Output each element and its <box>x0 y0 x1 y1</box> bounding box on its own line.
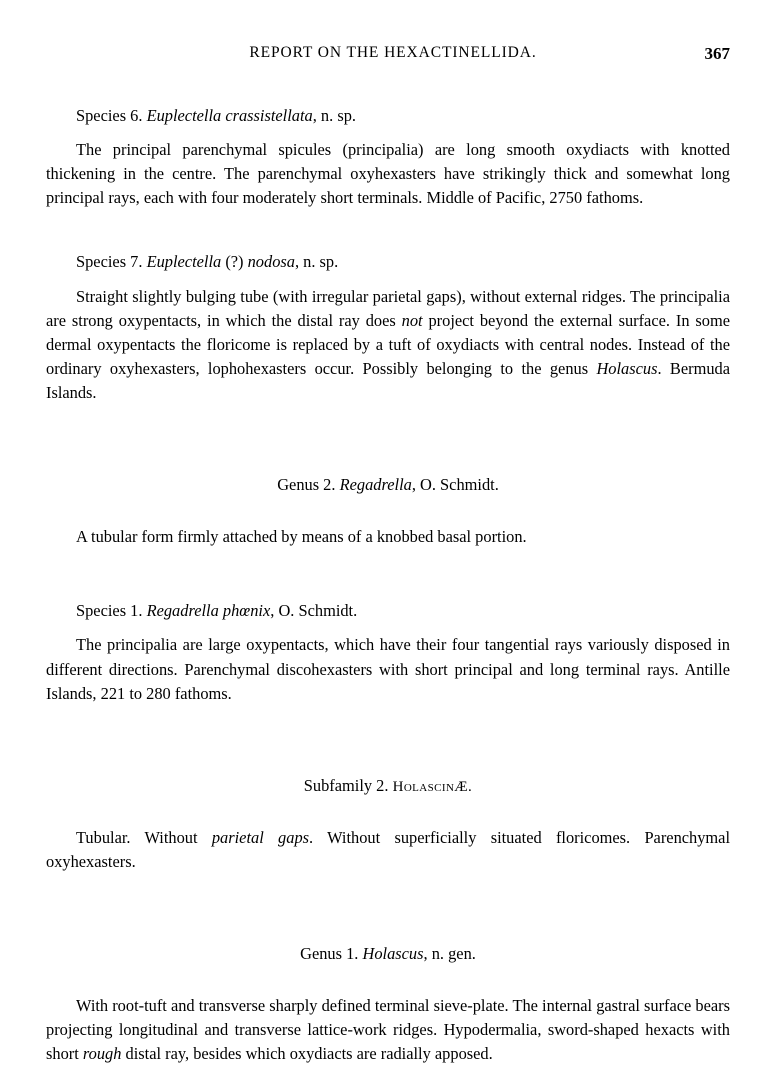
page-header <box>46 44 730 78</box>
species-1-label: Species 1. <box>76 601 143 621</box>
subfamily-2-emph-1: parietal gaps <box>211 827 310 847</box>
species-7-text-1: Straight slightly bulging tube (with irregular parietal gaps), without external ridges. The principalia are strong oxypentacts, in which the distal ray does <box>46 286 730 330</box>
genus-2-name: Regadrella <box>339 475 412 495</box>
genus-1-text-1: With root-tuft and transverse sharply defined terminal sieve-plate. The internal gastral surface bears projecting longitudinal and transverse lattice-work ridges. Hypodermalia, sword-shaped hexacts with short <box>46 996 730 1064</box>
subfamily-2-heading <box>46 774 730 798</box>
genus-1-label: Genus 1. <box>300 944 359 964</box>
genus-2-label: Genus 2. <box>277 475 336 495</box>
subfamily-2-name: HolascinÆ. <box>392 778 473 795</box>
species-6-name: Euplectella crassistellata <box>146 106 313 125</box>
species-7-heading <box>46 250 730 274</box>
species-1-regadrella-paragraph: The principalia are large oxypentacts, which have their four tangential rays variously disposed in different directions. Parenchymal discohexasters with short principal and long terminal rays. Antille Islands, 221 to 280 fathoms. <box>46 635 730 703</box>
species-6-label: Species 6. <box>76 106 143 125</box>
species-6-suffix: , n. sp. <box>312 106 356 125</box>
genus-2-suffix: , O. Schmidt. <box>411 475 499 495</box>
genus-1-suffix: , n. gen. <box>423 944 476 964</box>
subfamily-2-paragraph <box>46 826 730 874</box>
species-7-name: Euplectella <box>146 252 222 272</box>
species-7-text-2: project beyond the external surface. In some dermal oxypentacts the floricome is replaced by a tuft of oxydiacts with central nodes. Instead of the ordinary oxyhexasters, lophohexasters occur. Possibly belonging to the genus <box>46 310 731 378</box>
genus-1-text-2: distal ray, besides which oxydiacts are radially apposed. <box>121 1044 493 1064</box>
species-7-middle: (?) <box>221 252 248 272</box>
subfamily-2-label: Subfamily 2. <box>303 775 389 795</box>
species-7-suffix: , n. sp. <box>294 252 339 272</box>
page-number: 367 <box>704 44 730 63</box>
species-6-heading <box>46 104 730 128</box>
subfamily-2-text-1: Tubular. Without <box>76 827 212 847</box>
running-head: REPORT ON THE HEXACTINELLIDA. <box>249 44 537 61</box>
subfamily-2-text-2: . Without superficially situated floricomes. Parenchymal oxyhexasters. <box>46 827 731 871</box>
species-7-name2: nodosa <box>247 252 295 272</box>
genus-1-paragraph <box>46 994 730 1066</box>
species-7-emph-1: not <box>401 310 423 330</box>
page-body <box>46 104 730 1067</box>
genus-1-emph-1: rough <box>82 1044 122 1064</box>
genus-2-paragraph: A tubular form firmly attached by means of a knobbed basal portion. <box>76 527 527 547</box>
species-7-emph-2: Holascus <box>596 358 658 378</box>
species-1-regadrella-heading <box>46 599 730 623</box>
species-7-paragraph <box>46 285 730 406</box>
species-1-suffix: , O. Schmidt. <box>270 601 358 621</box>
species-1-name: Regadrella phœnix <box>146 601 271 621</box>
genus-1-heading <box>46 942 730 966</box>
species-7-label: Species 7. <box>76 252 143 272</box>
species-7-text-3: . Bermuda Islands. <box>46 358 731 402</box>
species-6-paragraph: The principal parenchymal spicules (principalia) are long smooth oxydiacts with knotted thickening in the centre. The parenchymal oxyhexasters have strikingly thick and somewhat long principal rays, each with four moderately short terminals. Middle of Pacific, 2750 fathoms. <box>46 140 730 208</box>
genus-1-name: Holascus <box>362 944 424 964</box>
genus-2-heading <box>46 473 730 497</box>
